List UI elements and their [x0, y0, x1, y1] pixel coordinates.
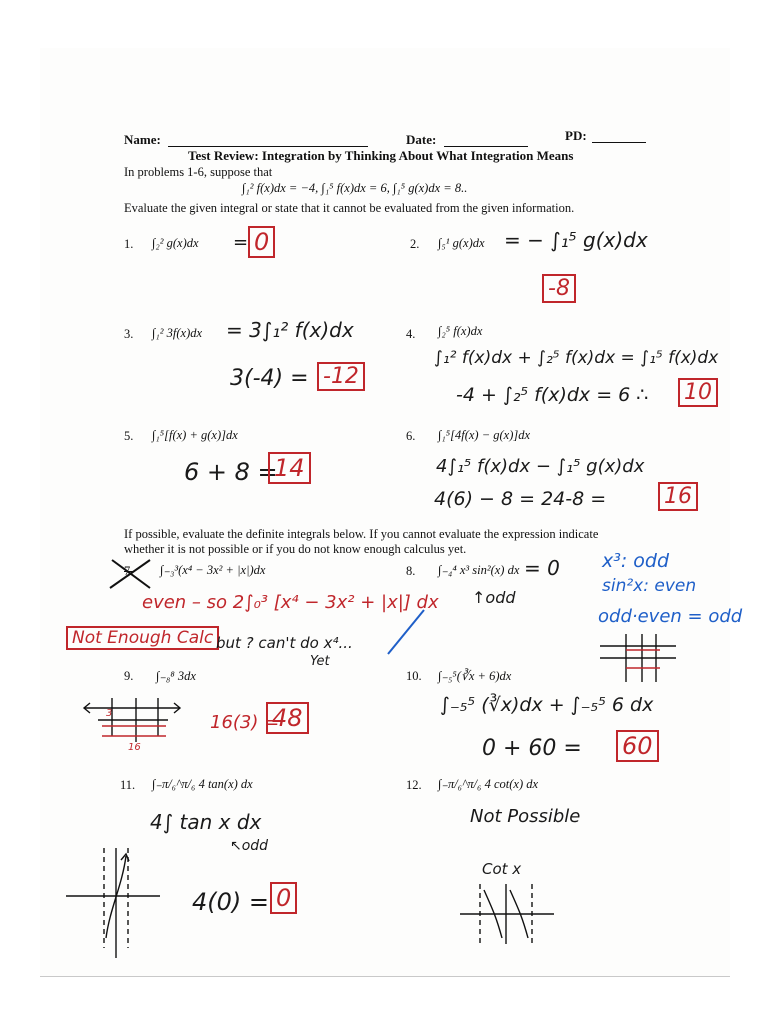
- problem-3-answer: -12: [317, 362, 365, 391]
- problem-10-line-1: ∫₋₅⁵ (∛x)dx + ∫₋₅⁵ 6 dx: [440, 694, 654, 716]
- problem-8-graph: [600, 634, 676, 682]
- problem-3-expression: ∫₁² 3f(x)dx: [152, 326, 203, 340]
- problem-9-graph-label: 16: [128, 742, 141, 753]
- problem-5-number: 5.: [124, 429, 134, 443]
- problem-11-expression: ∫₋π/₆^π/₆ 4 tan(x) dx: [152, 777, 253, 791]
- problem-1-expression: ∫₂² g(x)dx: [152, 236, 199, 250]
- handwritten-sketches: [40, 48, 730, 976]
- problem-11-line-2: 4(0) =: [192, 888, 270, 916]
- problem-4-expression: ∫₂⁵ f(x)dx: [438, 324, 483, 338]
- problem-9-expression: ∫₋₈⁸ 3dx: [156, 669, 196, 683]
- problem-7-boxed-note: Not Enough Calc: [66, 626, 219, 650]
- problem-10-line-2: 0 + 60 =: [482, 736, 582, 761]
- problem-9-work: 16(3) =: [210, 712, 280, 733]
- problem-7-crossout: [110, 560, 150, 588]
- problem-4-answer: 10: [678, 378, 718, 407]
- problem-8-number: 8.: [406, 564, 416, 578]
- problem-11-tan-graph: [66, 848, 160, 958]
- problem-8-note-1: x³: odd: [602, 550, 670, 572]
- problem-11-line-1: 4∫ tan x dx: [150, 810, 262, 834]
- problem-11-number: 11.: [120, 778, 136, 792]
- pd-label: PD:: [565, 128, 587, 143]
- section-2-line-2: whether it is not possible or if you do not know enough calculus yet.: [124, 542, 467, 556]
- problem-3-work: = 3∫₁² f(x)dx: [226, 318, 354, 342]
- problem-7-line-2: but ? can't do x⁴...: [216, 634, 353, 652]
- intro-line-2: Evaluate the given integral or state that it cannot be evaluated from the given information.: [124, 201, 575, 215]
- problem-9-graph-height: 3: [106, 708, 113, 719]
- problem-1-answer: 0: [248, 226, 275, 258]
- problem-10-answer: 60: [616, 730, 659, 762]
- problem-4-number: 4.: [406, 327, 416, 341]
- given-integrals: ∫₁² f(x)dx = −4, ∫₁⁵ f(x)dx = 6, ∫₁⁵ g(x)dx = 8..: [242, 181, 468, 195]
- problem-11-odd-note: ↖odd: [230, 838, 269, 854]
- problem-1-number: 1.: [124, 237, 134, 251]
- problem-9-number: 9.: [124, 669, 134, 683]
- problem-7-line-3: Yet: [310, 654, 330, 669]
- problem-4-line-2: -4 + ∫₂⁵ f(x)dx = 6 ∴: [456, 384, 649, 406]
- problem-9-graph: [84, 698, 180, 742]
- name-label: Name:: [124, 132, 161, 147]
- problem-6-number: 6.: [406, 429, 416, 443]
- problem-5-work: 6 + 8 =: [184, 458, 278, 486]
- problem-8-note-3: odd·even = odd: [598, 606, 743, 627]
- problem-6-answer: 16: [658, 482, 698, 511]
- problem-3-line-2: 3(-4) =: [230, 366, 309, 391]
- problem-8-odd-note: ↑odd: [472, 588, 516, 607]
- problem-2-expression: ∫₅¹ g(x)dx: [438, 236, 485, 250]
- problem-10-expression: ∫₋₅⁵(∛x + 6)dx: [438, 669, 512, 683]
- problem-6-line-2: 4(6) − 8 = 24-8 =: [434, 488, 607, 510]
- problem-2-number: 2.: [410, 237, 420, 251]
- problem-6-line-1: 4∫₁⁵ f(x)dx − ∫₁⁵ g(x)dx: [436, 456, 645, 477]
- problem-8-note-2: sin²x: even: [602, 576, 697, 596]
- problem-10-number: 10.: [406, 669, 422, 683]
- problem-12-graph-label: Cot x: [482, 860, 522, 878]
- problem-12-work: Not Possible: [470, 806, 581, 827]
- date-label: Date:: [406, 132, 437, 147]
- problem-8-work: = 0: [524, 556, 560, 580]
- problem-2-work: = − ∫₁⁵ g(x)dx: [504, 228, 648, 252]
- problem-7-expression: ∫₋₃³(x⁴ − 3x² + |x|)dx: [160, 563, 266, 577]
- intro-line-1: In problems 1-6, suppose that: [124, 165, 273, 179]
- problem-9-answer: 48: [266, 702, 309, 734]
- problem-7-number: 7.: [124, 564, 134, 578]
- problem-11-answer: 0: [270, 882, 297, 914]
- blue-slash: [388, 610, 424, 654]
- problem-12-expression: ∫₋π/₆^π/₆ 4 cot(x) dx: [438, 777, 539, 791]
- worksheet-page: [40, 48, 743, 977]
- problem-4-line-1: ∫₁² f(x)dx + ∫₂⁵ f(x)dx = ∫₁⁵ f(x)dx: [434, 348, 719, 368]
- problem-8-expression: ∫₋₄⁴ x³ sin²(x) dx: [438, 563, 520, 577]
- page-title: Test Review: Integration by Thinking About What Integration Means: [188, 148, 574, 163]
- problem-7-line-1: even – so 2∫₀³ [x⁴ − 3x² + |x|] dx: [142, 592, 439, 613]
- problem-6-expression: ∫₁⁵[4f(x) − g(x)]dx: [438, 428, 531, 442]
- problem-2-answer: -8: [542, 274, 576, 303]
- problem-1-equals: =: [233, 232, 249, 253]
- section-2-line-1: If possible, evaluate the definite integrals below. If you cannot evaluate the expression indicate: [124, 527, 599, 541]
- problem-5-expression: ∫₁⁵[f(x) + g(x)]dx: [152, 428, 238, 442]
- problem-12-number: 12.: [406, 778, 422, 792]
- problem-5-answer: 14: [268, 452, 311, 484]
- problem-3-number: 3.: [124, 327, 134, 341]
- problem-12-cot-graph: [460, 884, 554, 944]
